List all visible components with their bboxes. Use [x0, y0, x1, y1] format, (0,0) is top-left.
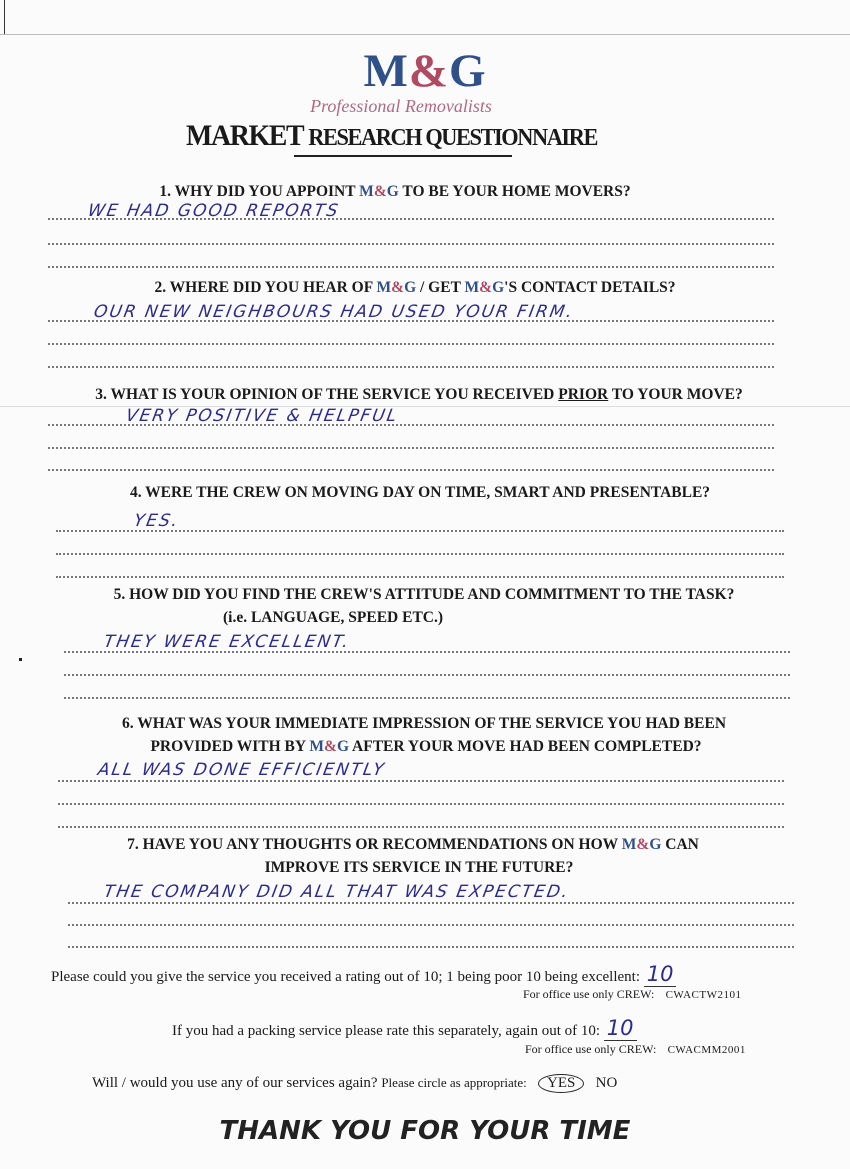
thank-you-footer: THANK YOU FOR YOUR TIME [219, 1116, 631, 1146]
answer-line [58, 803, 784, 805]
packing-prompt: If you had a packing service please rate this separately, again out of 10: [172, 1023, 601, 1039]
answer-line [58, 780, 784, 782]
question-6-line-2: PROVIDED WITH BY M&G AFTER YOUR MOVE HAD BEEN COMPLETED? [150, 738, 702, 755]
answer-line [48, 447, 774, 449]
title-underline [294, 155, 512, 157]
answer-line [48, 266, 774, 268]
scan-mark [19, 658, 22, 661]
reuse-instruction: Please circle as appropriate: [381, 1075, 527, 1090]
crew-code: CWACMM2001 [667, 1044, 746, 1056]
answer-line [64, 674, 790, 676]
question-5-subtitle: (i.e. LANGUAGE, SPEED ETC.) [222, 609, 444, 626]
packing-office-row [525, 1041, 746, 1058]
answer-line [48, 243, 774, 245]
answer-line [64, 697, 790, 699]
answer-5[interactable]: THEY WERE EXCELLENT. [102, 632, 352, 652]
answer-6[interactable]: ALL WAS DONE EFFICIENTLY [96, 760, 388, 780]
answer-line [68, 924, 794, 926]
rating-row [51, 962, 676, 987]
question-5: 5. HOW DID YOU FIND THE CREW'S ATTITUDE AND COMMITMENT TO THE TASK? [113, 586, 735, 603]
scan-edge-line [4, 0, 5, 34]
office-label: For office use only CREW: [523, 987, 655, 1001]
rating-prompt: Please could you give the service you received a rating out of 10; 1 being poor 10 being excellent: [51, 969, 640, 985]
question-2: 2. WHERE DID YOU HEAR OF M&G / GET M&G'S CONTACT DETAILS? [154, 279, 676, 296]
office-label: For office use only CREW: [525, 1042, 657, 1056]
packing-value[interactable]: 10 [604, 1016, 637, 1041]
crew-code: CWACTW2101 [665, 989, 742, 1001]
rating-office-row [523, 986, 741, 1003]
rating-value[interactable]: 10 [644, 962, 677, 987]
answer-3[interactable]: VERY POSITIVE & HELPFUL [124, 406, 400, 426]
answer-line [68, 902, 794, 904]
packing-row [172, 1016, 637, 1041]
question-1: 1. WHY DID YOU APPOINT M&G TO BE YOUR HOME MOVERS? [159, 183, 631, 200]
answer-line [68, 946, 794, 948]
scan-top-line [0, 34, 850, 35]
question-7-line-1: 7. HAVE YOU ANY THOUGHTS OR RECOMMENDATIONS ON HOW M&G CAN [127, 836, 699, 853]
question-7-line-2: IMPROVE ITS SERVICE IN THE FUTURE? [264, 859, 574, 876]
answer-line [48, 469, 774, 471]
reuse-yes-option[interactable]: YES [538, 1074, 584, 1093]
answer-line [58, 826, 784, 828]
question-4: 4. WERE THE CREW ON MOVING DAY ON TIME, SMART AND PRESENTABLE? [129, 484, 711, 501]
question-3: 3. WHAT IS YOUR OPINION OF THE SERVICE YOU RECEIVED PRIOR TO YOUR MOVE? [95, 386, 743, 403]
answer-line [56, 576, 784, 578]
answer-7[interactable]: THE COMPANY DID ALL THAT WAS EXPECTED. [102, 882, 572, 902]
reuse-row [92, 1074, 617, 1093]
question-6-line-1: 6. WHAT WAS YOUR IMMEDIATE IMPRESSION OF THE SERVICE YOU HAD BEEN [121, 715, 727, 732]
answer-2[interactable]: OUR NEW NEIGHBOURS HAD USED YOUR FIRM. [92, 302, 576, 322]
logo-tagline: Professional Removalists [310, 96, 492, 116]
reuse-no-option[interactable]: NO [595, 1075, 618, 1091]
answer-line [48, 343, 774, 345]
answer-4[interactable]: YES. [132, 511, 182, 531]
answer-1[interactable]: WE HAD GOOD REPORTS [86, 201, 342, 221]
answer-line [48, 366, 774, 368]
answer-line [56, 553, 784, 555]
reuse-prompt: Will / would you use any of our services again? [92, 1075, 378, 1091]
mg-logo: M&G [363, 45, 487, 97]
page-title: MARKET RESEARCH QUESTIONNAIRE [186, 119, 597, 152]
